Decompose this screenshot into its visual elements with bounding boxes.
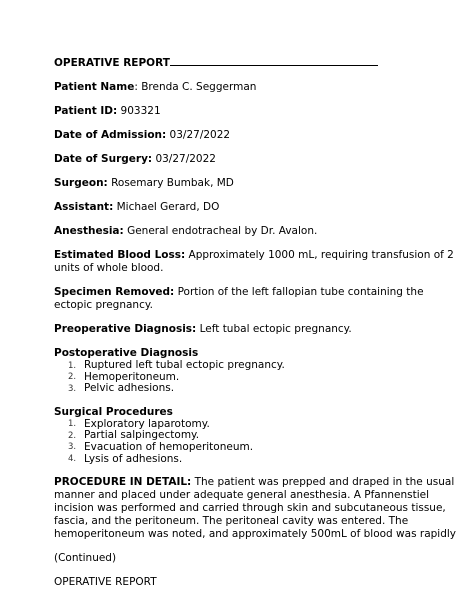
- title-underline: [170, 55, 378, 66]
- list-item: 3. Pelvic adhesions.: [68, 382, 175, 395]
- patient-name-label: Patient Name: [54, 81, 135, 93]
- surgeon-label: Surgeon:: [54, 177, 108, 189]
- list-item: 1. Exploratory laparotomy.: [68, 417, 210, 430]
- procedures-heading: Surgical Procedures: [54, 405, 173, 418]
- procedures-list: [54, 419, 434, 465]
- list-item: 4. Lysis of adhesions.: [68, 452, 183, 465]
- surgeon-line: [54, 177, 434, 190]
- patient-id-value: 903321: [117, 105, 161, 117]
- admission-date-line: [54, 129, 434, 142]
- procedure-detail-text: manner and placed under adequate general anesthesia. A Pfannenstiel: [54, 489, 430, 502]
- report-content: [54, 55, 457, 589]
- assistant-line: [54, 201, 434, 214]
- blood-loss-value-1: Approximately 1000 mL, requiring transfusion of 2: [185, 249, 454, 261]
- list-item: 1. Ruptured left tubal ectopic pregnancy.: [68, 359, 285, 371]
- specimen-paragraph: [54, 286, 434, 312]
- list-item: 2. Hemoperitoneum.: [68, 370, 180, 383]
- surgery-date-line: [54, 153, 434, 166]
- list-item: 2. Partial salpingectomy.: [68, 429, 200, 442]
- blood-loss-label: Estimated Blood Loss:: [54, 249, 186, 261]
- surgery-date-value: 03/27/2022: [152, 153, 216, 165]
- surgery-date-label: Date of Surgery:: [54, 153, 153, 165]
- blood-loss-paragraph: [54, 249, 454, 275]
- patient-name-value: : Brenda C. Seggerman: [134, 81, 257, 93]
- procedure-detail-text: hemoperitoneum was noted, and approximately 500mL of blood was rapidly: [54, 528, 457, 541]
- procedure-detail-text: The patient was prepped and draped in the usual: [191, 476, 455, 489]
- list-item: 3. Evacuation of hemoperitoneum.: [68, 440, 254, 453]
- preop-line: [54, 323, 434, 336]
- report-title-line: [54, 55, 434, 70]
- postop-heading: Postoperative Diagnosis: [54, 347, 199, 359]
- assistant-value: Michael Gerard, DO: [113, 201, 220, 213]
- preop-label: Preoperative Diagnosis:: [54, 323, 197, 335]
- procedure-detail-label: PROCEDURE IN DETAIL:: [54, 476, 192, 489]
- admission-date-label: Date of Admission:: [54, 129, 167, 141]
- patient-name-line: [54, 81, 434, 94]
- surgeon-value: Rosemary Bumbak, MD: [107, 177, 234, 189]
- report-title: OPERATIVE REPORT: [54, 57, 170, 69]
- specimen-value-1: Portion of the left fallopian tube containing the: [174, 286, 424, 298]
- procedure-detail-text: incision was performed and carried through skin and subcutaneous tissue,: [54, 502, 446, 515]
- postop-list: [54, 360, 434, 395]
- blood-loss-value-2: units of whole blood.: [54, 262, 164, 274]
- procedure-detail-text: fascia, and the peritoneum. The peritoneal cavity was entered. The: [54, 515, 409, 528]
- continued-note: (Continued): [54, 552, 117, 565]
- admission-date-value: 03/27/2022: [166, 129, 231, 141]
- anesthesia-value: General endotracheal by Dr. Avalon.: [123, 225, 318, 237]
- anesthesia-label: Anesthesia:: [54, 225, 124, 237]
- procedure-detail-paragraph: [54, 476, 457, 541]
- specimen-value-2: ectopic pregnancy.: [54, 299, 153, 311]
- patient-id-line: [54, 105, 434, 118]
- specimen-label: Specimen Removed:: [54, 286, 175, 298]
- preop-value: Left tubal ectopic pregnancy.: [196, 323, 352, 335]
- footer-title: OPERATIVE REPORT: [54, 576, 157, 589]
- assistant-label: Assistant:: [54, 201, 114, 213]
- patient-id-label: Patient ID:: [54, 105, 118, 117]
- anesthesia-line: [54, 225, 434, 238]
